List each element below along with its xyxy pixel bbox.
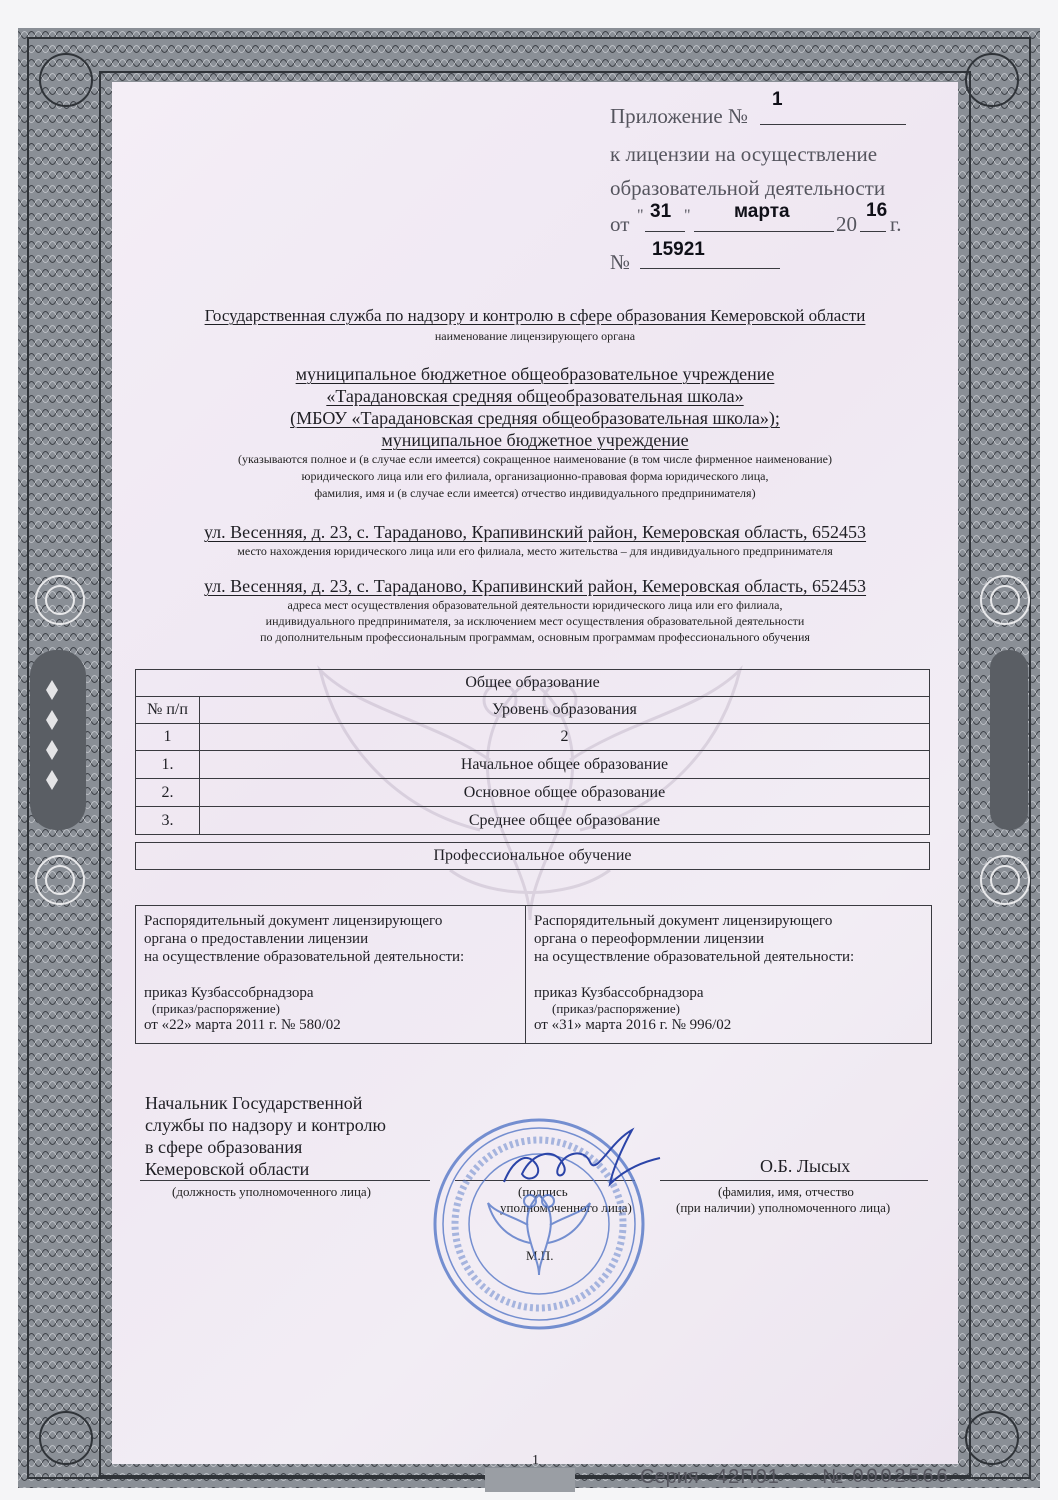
org-caption-1: (указываются полное и (в случае если имеется) сокращенное наименование (в том числе фирменное наименование) (238, 452, 832, 466)
blank-number-value: 0002566 (852, 1466, 951, 1489)
reissue-order-type-caption: (приказ/распоряжение) (552, 1001, 680, 1016)
series-label: Серия (640, 1466, 699, 1488)
grant-order-type: приказ Кузбассобрнадзора (144, 985, 314, 1001)
appendix-line-3: образовательной деятельности (610, 176, 886, 200)
date-day: 31 (650, 201, 672, 222)
signature-caption-2: уполномоченного лица) (500, 1200, 632, 1215)
appendix-label: Приложение № (610, 104, 748, 128)
grant-order-type-caption: (приказ/распоряжение) (152, 1001, 280, 1016)
position-line-1: Начальник Государственной (145, 1093, 363, 1113)
column-level-header: Уровень образования (200, 697, 930, 724)
date-year-suffix: 16 (866, 200, 888, 221)
license-number: 15921 (652, 239, 705, 260)
authority-caption: наименование лицензирующего органа (434, 329, 636, 343)
org-caption-2: юридического лица или его филиала, организационно-правовая форма юридического лица, (301, 469, 769, 483)
signature-caption-1: (подпись (518, 1184, 568, 1199)
location-address: ул. Весенняя, д. 23, с. Тараданово, Крапивинский район, Кемеровская область, 652453 (203, 522, 867, 542)
index-cell-2: 2 (200, 724, 930, 751)
row-num: 1. (136, 751, 200, 779)
handwritten-signature-icon (492, 1122, 667, 1197)
blank-number-label: № (822, 1466, 844, 1488)
table-row (136, 779, 930, 807)
date-from-label: от (610, 212, 630, 236)
professional-training-table (135, 842, 930, 870)
activity-caption-3: по дополнительным профессиональным программам, основным программам профессионального обучения (260, 630, 810, 644)
appendix-number: 1 (772, 89, 783, 110)
org-line-2: «Тараданoвская средняя общеобразовательная школа» (326, 386, 744, 406)
appendix-line-2: к лицензии на осуществление (610, 142, 878, 166)
series-value: 42П01 (716, 1466, 780, 1488)
location-caption: место нахождения юридического лица или его филиала, место жительства – для индивидуального предпринимателя (237, 544, 833, 558)
position-line-2: службы по надзору и контролю (145, 1115, 386, 1135)
position-line-3: в сфере образования (145, 1137, 303, 1157)
row-num: 2. (136, 779, 200, 807)
grant-order-date: от «22» марта 2011 г. № 580/02 (144, 1017, 341, 1033)
grant-order-line-2: органа о предоставлении лицензии (144, 931, 369, 947)
row-num: 3. (136, 807, 200, 835)
date-month: марта (734, 201, 790, 222)
row-level: Среднее общее образование (200, 807, 930, 835)
general-education-title: Общее образование (136, 670, 930, 697)
index-cell-1: 1 (136, 724, 200, 751)
name-caption-1: (фамилия, имя, отчество (718, 1184, 854, 1199)
table-row (136, 807, 930, 835)
table-row (136, 751, 930, 779)
name-caption-2: (при наличии) уполномоченного лица) (676, 1200, 891, 1215)
reissue-order-type: приказ Кузбассобрнадзора (534, 985, 704, 1001)
row-level: Начальное общее образование (200, 751, 930, 779)
date-quote-open: " (637, 207, 644, 224)
position-line-4: Кемеровской области (145, 1159, 310, 1179)
date-quote-close: " (684, 207, 691, 224)
grant-order-line-1: Распорядительный документ лицензирующего (144, 913, 443, 929)
date-year-prefix: 20 (836, 212, 857, 236)
activity-address: ул. Весенняя, д. 23, с. Тараданово, Крапивинский район, Кемеровская область, 652453 (203, 576, 867, 596)
org-line-4: муниципальное бюджетное учреждение (381, 430, 689, 450)
org-caption-3: фамилия, имя и (в случае если имеется) отчество индивидуального предпринимателя) (314, 486, 756, 500)
stamp-place-label: М.П. (526, 1248, 554, 1263)
date-year-unit: г. (890, 212, 902, 236)
activity-caption-2: индивидуального предпринимателя, за исключением мест осуществления образовательной деятельности (265, 614, 805, 628)
activity-caption-1: адреса мест осуществления образовательной деятельности юридического лица или его филиала, (287, 598, 783, 612)
professional-training-title: Профессиональное обучение (136, 843, 930, 870)
org-line-3: (МБОУ «Тараданoвская средняя общеобразовательная школа»); (290, 408, 780, 428)
reissue-order-date: от «31» марта 2016 г. № 996/02 (534, 1017, 732, 1033)
orders-box (135, 905, 932, 1044)
license-number-label: № (610, 250, 631, 274)
page-number: 1 (532, 1453, 539, 1468)
authority-name: Государственная служба по надзору и контролю в сфере образования Кемеровской области (204, 306, 866, 325)
signatory-position (145, 1092, 386, 1180)
general-education-table (135, 669, 930, 835)
grant-order-line-3: на осуществление образовательной деятельности: (144, 949, 465, 965)
position-caption: (должность уполномоченного лица) (172, 1184, 372, 1199)
row-level: Основное общее образование (200, 779, 930, 807)
grant-order-column (136, 906, 524, 1049)
reissue-order-column (526, 906, 931, 1049)
reissue-order-line-2: органа о переоформлении лицензии (534, 931, 765, 947)
org-line-1: муниципальное бюджетное общеобразовательное учреждение (295, 364, 775, 384)
reissue-order-line-1: Распорядительный документ лицензирующего (534, 913, 833, 929)
reissue-order-line-3: на осуществление образовательной деятельности: (534, 949, 855, 965)
column-num-header: № п/п (136, 697, 200, 724)
signatory-name: О.Б. Лысых (760, 1156, 851, 1176)
